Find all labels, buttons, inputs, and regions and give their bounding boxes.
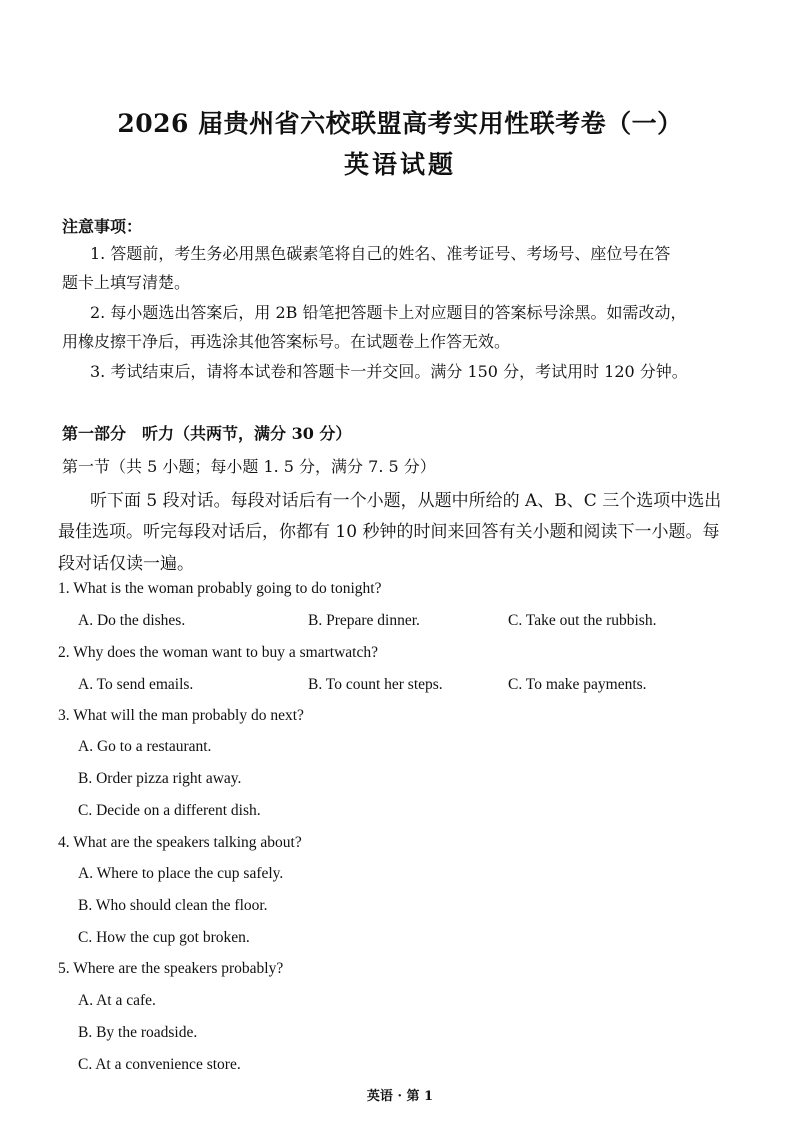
notice-heading: 注意事项： <box>62 217 143 236</box>
question-5-option-b: B. By the roadside. <box>78 1024 198 1041</box>
question-3-option-b: B. Order pizza right away. <box>78 770 242 787</box>
question-2-option-b: B. To count her steps. <box>308 676 443 693</box>
question-3-option-a: A. Go to a restaurant. <box>78 738 212 755</box>
instruction-line-1: 听下面 5 段对话。每段对话后有一个小题，从题中所给的 A、B、C 三个选项中选出 <box>90 491 722 511</box>
question-5-option-a: A. At a cafe. <box>78 992 156 1009</box>
part1-heading: 第一部分 听力（共两节，满分 30 分） <box>62 424 352 443</box>
notice-item-1-line-2: 题卡上填写清楚。 <box>62 273 191 292</box>
question-5-stem: 5. Where are the speakers probably? <box>58 960 284 977</box>
notice-item-1-line-1: 1. 答题前，考生务必用黑色碳素笔将自己的姓名、准考证号、考场号、座位号在答 <box>90 244 671 263</box>
instruction-line-2: 最佳选项。听完每段对话后，你都有 10 秒钟的时间来回答有关小题和阅读下一小题。每 <box>58 522 720 542</box>
page-footer: 英语 · 第 1 <box>366 1089 434 1104</box>
exam-title: 2026 届贵州省六校联盟高考实用性联考卷（一） <box>117 109 683 138</box>
question-1-stem: 1. What is the woman probably going to do tonight? <box>58 580 382 597</box>
question-3-stem: 3. What will the man probably do next? <box>58 707 304 724</box>
notice-item-2-line-1: 2. 每小题选出答案后，用 2B 铅笔把答题卡上对应题目的答案标号涂黑。如需改动， <box>90 303 687 322</box>
question-4-option-c: C. How the cup got broken. <box>78 929 250 946</box>
question-4-stem: 4. What are the speakers talking about? <box>58 834 302 851</box>
section1-heading: 第一节（共 5 小题；每小题 1. 5 分，满分 7. 5 分） <box>62 457 436 476</box>
notice-item-2-line-2: 用橡皮擦干净后，再选涂其他答案标号。在试题卷上作答无效。 <box>62 332 511 351</box>
question-2-option-c: C. To make payments. <box>508 676 647 693</box>
question-1-option-b: B. Prepare dinner. <box>308 612 420 629</box>
instruction-line-3: 段对话仅读一遍。 <box>58 554 194 574</box>
question-3-option-c: C. Decide on a different dish. <box>78 802 261 819</box>
question-1-option-a: A. Do the dishes. <box>78 612 186 629</box>
subject-title: 英语试题 <box>343 150 456 179</box>
notice-item-3: 3. 考试结束后，请将本试卷和答题卡一并交回。满分 150 分，考试用时 120 分钟。 <box>90 362 688 381</box>
question-1-option-c: C. Take out the rubbish. <box>508 612 657 629</box>
question-5-option-c: C. At a convenience store. <box>78 1056 241 1073</box>
question-2-option-a: A. To send emails. <box>78 676 194 693</box>
question-4-option-a: A. Where to place the cup safely. <box>78 865 284 882</box>
question-2-stem: 2. Why does the woman want to buy a smartwatch? <box>58 644 378 661</box>
question-4-option-b: B. Who should clean the floor. <box>78 897 268 914</box>
